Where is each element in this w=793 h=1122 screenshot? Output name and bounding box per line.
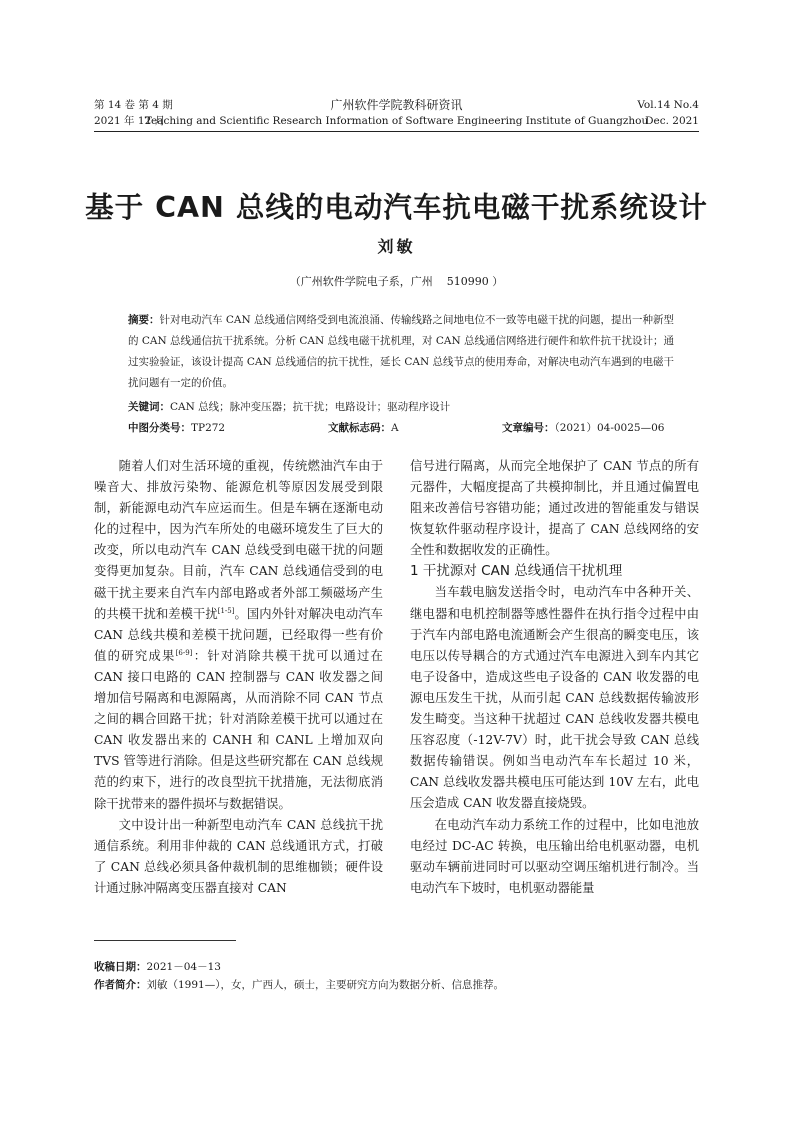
footnote-author <box>94 976 699 994</box>
keywords <box>128 397 674 418</box>
received-date: 2021－04－13 <box>146 961 221 973</box>
article-number <box>502 418 664 439</box>
abstract <box>128 310 674 394</box>
header-issue-cn: 第 14 卷 第 4 期 <box>94 99 173 111</box>
header-journal-cn: 广州软件学院教科研资讯 <box>330 98 463 112</box>
p1-part-a: 随着人们对生活环境的重视，传统燃油汽车由于噪音大、排放污染物、能源危机等原因发展受到限制，新能源电动汽车应运而生。但是车辆在逐渐电动化的过程中，因为汽车所处的电磁环境发生了巨大的改变，所以电动汽车 CAN 总线受到电磁干扰的问题变得更加复杂。目前，汽车 CAN 总线通信受到的电磁干扰主要来自汽车内部电路或者外部工频磁场产生的共模干扰和差模干扰 <box>94 459 383 621</box>
header-date-cn: 2021 年 12 月 <box>94 115 166 127</box>
article-number-value: （2021）04-0025—06 <box>554 422 665 434</box>
body-paragraph-2: 文中设计出一种新型电动汽车 CAN 总线抗干扰通信系统。利用非仲裁的 CAN 总线通讯方式，打破了 CAN 总线必须具备仲裁机制的思维枷锁；硬件设计通过脉冲隔离变压器直接对 CAN <box>94 817 383 895</box>
classification <box>128 418 225 439</box>
header-issue-en: Vol.14 No.4 <box>637 99 699 111</box>
p1-part-c: ：针对消除共模干扰可以通过在 CAN 接口电路的 CAN 控制器与 CAN 收发器之间增加信号隔离和电源隔离，从而消除不同 CAN 节点之间的耦合回路干扰；针对消除差模干扰可以通过在 CAN 收发器出来的 CANH 和 CANL 上增加双向 TVS 管等进行消除。但是这些研究都在 CAN 总线规范的约束下，进行的改良型抗干扰措施，无法彻底消除干扰带来的器件损坏与数据错误。 <box>94 648 383 811</box>
body-paragraph-1 <box>94 456 383 815</box>
classification-value: TP272 <box>191 422 226 434</box>
body-paragraph-2-continued: 信号进行隔离，从而完全地保护了 CAN 节点的所有元器件，大幅度提高了共模抑制比，并且通过偏置电阻来改善信号容错功能；通过改进的智能重发与错误恢复软件驱动程序设计，提高了 CAN 总线网络的安全性和数据收发的正确性。 <box>410 459 699 558</box>
abstract-label: 摘要： <box>128 314 160 326</box>
header-rule <box>94 131 699 132</box>
keywords-label: 关键词： <box>128 401 170 413</box>
body-right-column <box>410 456 699 899</box>
doc-code <box>328 418 399 439</box>
doc-code-value: A <box>391 422 399 434</box>
author-info-label: 作者简介： <box>94 979 147 991</box>
paper-title: 基于 CAN 总线的电动汽车抗电磁干扰系统设计 <box>85 191 708 224</box>
body-paragraph-4: 在电动汽车动力系统工作的过程中，比如电池放电经过 DC-AC 转换，电压输出给电机驱动器，电机驱动车辆前进同时可以驱动空调压缩机进行制冷。当电动汽车下坡时，电机驱动器能量 <box>410 817 699 895</box>
author-info-text: 刘敏（1991—），女，广西人，硕士，主要研究方向为数据分析、信息推荐。 <box>146 979 504 991</box>
header-volume <box>637 97 699 129</box>
footnote-rule <box>94 940 236 941</box>
section-heading-1: 1 干扰源对 CAN 总线通信干扰机理 <box>410 563 623 580</box>
citation-1: [1-5] <box>217 606 235 615</box>
header-journal-en: Teaching and Scientific Research Information of Software Engineering Institute of Guangzhou <box>144 115 649 127</box>
header-date-en: Dec. 2021 <box>645 115 699 127</box>
doc-code-label: 文献标志码： <box>328 422 391 434</box>
keywords-text: CAN 总线；脉冲变压器；抗干扰；电路设计；驱动程序设计 <box>170 401 451 413</box>
classification-label: 中图分类号： <box>128 422 191 434</box>
body-paragraph-3: 当车载电脑发送指令时，电动汽车中各种开关、继电器和电机控制器等感性器件在执行指令过程中由于汽车内部电路电流通断会产生很高的瞬变电压，该电压以传导耦合的方式通过汽车电源进入到车内其它电子设备中，造成这些电子设备的 CAN 收发器的电源电压发生干扰，从而引起 CAN 总线数据传输波形发生畸变。当这种干扰超过 CAN 总线收发器共模电压容忍度（-12V-7V）时，此干扰会导致 CAN 总线数据传输错误。例如当电动汽车车长超过 10 米，CAN 总线收发器共模电压可能达到 10V 左右，此电压会造成 CAN 收发器直接烧毁。 <box>410 585 699 811</box>
abstract-text: 针对电动汽车 CAN 总线通信网络受到电流浪涌、传输线路之间地电位不一致等电磁干扰的问题，提出一种新型的 CAN 总线通信抗干扰系统。分析 CAN 总线电磁干扰机理，对 CAN 总线通信网络进行硬件和软件抗干扰设计；通过实验验证，该设计提高 CAN 总线通信的抗干扰性，延长 CAN 总线节点的使用寿命，对解决电动汽车遇到的电磁干扰问题有一定的价值。 <box>128 314 675 389</box>
p1-part-b: 。国内外针对解决电动汽车 CAN 总线共模和差模干扰问题，已经取得一些有价值的研究成果 <box>94 606 383 663</box>
article-number-label: 文章编号： <box>502 422 555 434</box>
citation-2: [6-9] <box>175 648 193 657</box>
received-label: 收稿日期： <box>94 961 147 973</box>
body-left-column <box>94 456 383 899</box>
paper-author: 刘敏 <box>377 237 416 256</box>
paper-affiliation: （广州软件学院电子系，广州 510990 ） <box>289 275 504 288</box>
footnote-received <box>94 958 699 976</box>
